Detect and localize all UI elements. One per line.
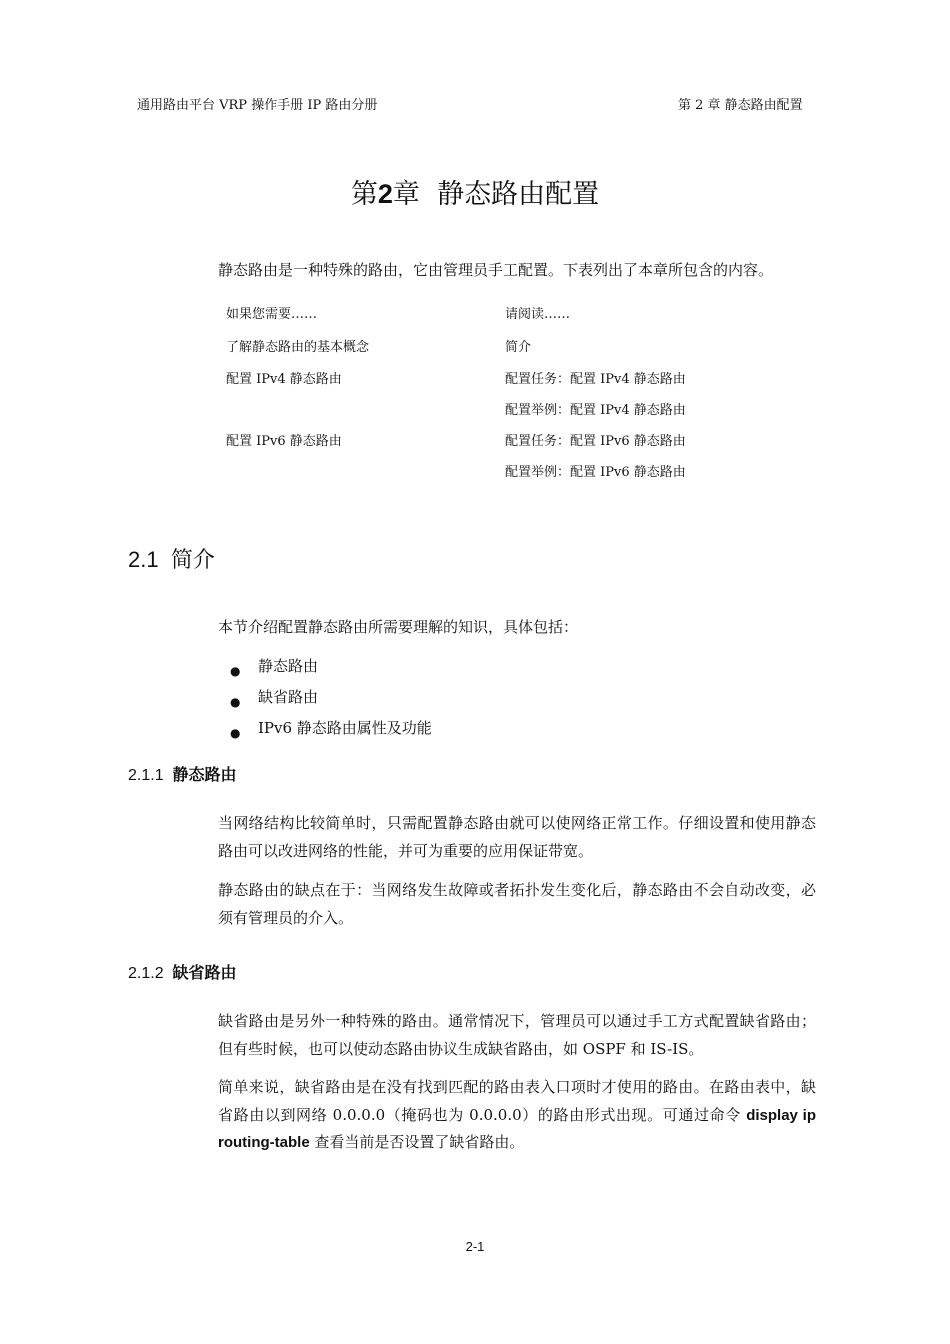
table-header-read: 请阅读…… xyxy=(505,307,571,322)
section-number: 2.1.1 xyxy=(128,767,164,784)
bullet-item: IPv6 静态路由属性及功能 xyxy=(258,719,432,737)
paragraph: 静态路由的缺点在于：当网络发生故障或者拓扑发生变化后，静态路由不会自动改变，必须有管理员的介入。 xyxy=(218,881,816,927)
table-link[interactable]: 配置举例：配置 IPv4 静态路由 xyxy=(505,403,686,418)
paragraph-text: 简单来说，缺省路由是在没有找到匹配的路由表入口项时才使用的路由。在路由表中，缺省路由以到网络 0.0.0.0（掩码也为 0.0.0.0）的路由形式出现。可通过命令 xyxy=(218,1078,816,1124)
table-header-need: 如果您需要…… xyxy=(226,307,318,322)
table-link[interactable]: 配置任务：配置 IPv4 静态路由 xyxy=(505,372,686,387)
section-number: 2.1.2 xyxy=(128,965,164,982)
bullet-item: 静态路由 xyxy=(258,657,319,675)
section-number: 2.1 xyxy=(128,547,159,572)
section-heading-2-1-2 xyxy=(128,960,237,983)
section-heading-2-1-1 xyxy=(128,762,237,785)
table-cell: 了解静态路由的基本概念 xyxy=(226,340,370,355)
paragraph: 缺省路由是另外一种特殊的路由。通常情况下，管理员可以通过手工方式配置缺省路由；但有些时候，也可以使动态路由协议生成缺省路由，如 OSPF 和 IS-IS。 xyxy=(218,1012,816,1058)
paragraph-text: 查看当前是否设置了缺省路由。 xyxy=(309,1133,525,1151)
section-lead: 本节介绍配置静态路由所需要理解的知识，具体包括： xyxy=(218,618,579,636)
chapter-prefix: 第 xyxy=(350,179,378,210)
section-title: 静态路由 xyxy=(172,767,237,784)
running-header-left: 通用路由平台 VRP 操作手册 IP 路由分册 xyxy=(137,98,378,113)
paragraph xyxy=(218,1074,816,1157)
page-number: 2-1 xyxy=(465,1239,485,1254)
bullet-item: 缺省路由 xyxy=(258,688,319,706)
chapter-number: 2 xyxy=(377,179,393,209)
bullet-icon: ● xyxy=(230,664,241,678)
paragraph: 当网络结构比较简单时，只需配置静态路由就可以使网络正常工作。仔细设置和使用静态路由可以改进网络的性能，并可为重要的应用保证带宽。 xyxy=(218,814,816,860)
table-link[interactable]: 配置任务：配置 IPv6 静态路由 xyxy=(505,434,686,449)
table-cell: 配置 IPv6 静态路由 xyxy=(226,434,342,449)
table-link[interactable]: 配置举例：配置 IPv6 静态路由 xyxy=(505,465,686,480)
section-title: 简介 xyxy=(170,547,215,572)
bullet-icon: ● xyxy=(230,726,241,740)
section-heading-2-1 xyxy=(128,543,215,574)
command-text: display ip routing-table xyxy=(218,1106,816,1151)
table-cell: 配置 IPv4 静态路由 xyxy=(226,372,342,387)
chapter-intro: 静态路由是一种特殊的路由，它由管理员手工配置。下表列出了本章所包含的内容。 xyxy=(218,261,774,279)
chapter-suffix: 章 静态路由配置 xyxy=(392,179,600,210)
table-link[interactable]: 简介 xyxy=(505,340,532,355)
running-header-right: 第 2 章 静态路由配置 xyxy=(678,98,803,113)
section-title: 缺省路由 xyxy=(172,965,237,982)
bullet-icon: ● xyxy=(230,695,241,709)
chapter-title xyxy=(0,172,950,211)
